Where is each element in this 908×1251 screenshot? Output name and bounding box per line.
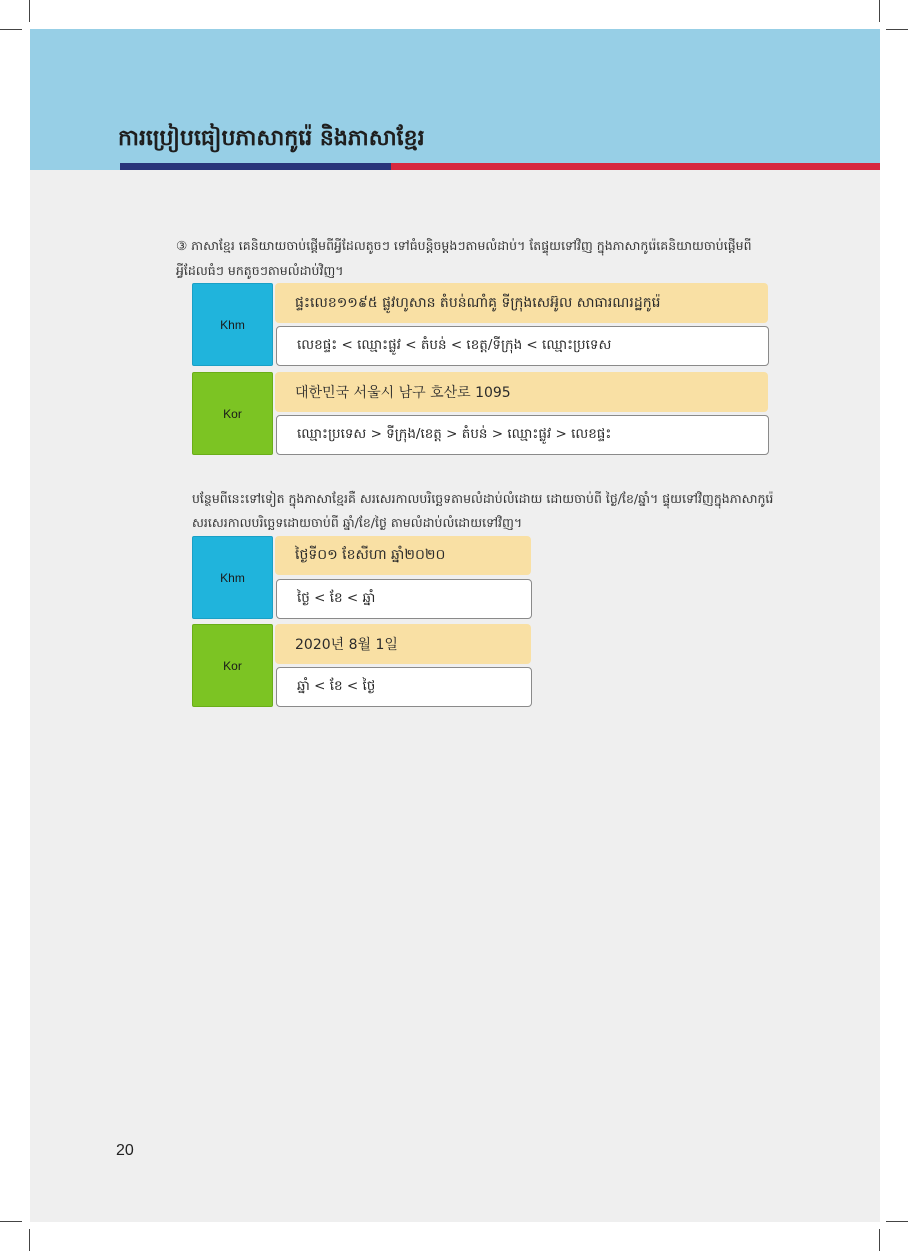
crop-mark	[879, 1229, 880, 1251]
crop-mark	[0, 1221, 22, 1222]
kor-date-order: ឆ្នាំ < ខែ < ថ្ងៃ	[276, 667, 532, 707]
crop-mark	[886, 29, 908, 30]
kor-date-example: 2020년 8월 1일	[275, 624, 531, 664]
khm-date-example: ថ្ងៃទី០១ ខែសីហា ឆ្នាំ២០២០	[275, 536, 531, 575]
crop-mark	[886, 1221, 908, 1222]
page-number: 20	[116, 1142, 134, 1159]
kor-label: Kor	[192, 624, 273, 707]
section2-paragraph-line2: សរសេរកាលបរិច្ឆេទដោយចាប់ពី ឆ្នាំ/ខែ/ថ្ងៃ តាមលំដាប់លំដោយទៅវិញ។	[192, 515, 523, 530]
crop-mark	[879, 0, 880, 22]
kor-address-example: 대한민국 서울시 남구 호산로 1095	[275, 372, 768, 412]
khm-label: Khm	[192, 536, 273, 619]
crop-mark	[0, 29, 22, 30]
crop-mark	[29, 1229, 30, 1251]
khm-address-example: ផ្ទះលេខ១១៩៥ ផ្លូវហូសាន តំបន់ណាំគូ ទីក្រុងសេអ៊ូល សាធារណរដ្ឋកូរ៉េ	[275, 283, 768, 323]
kor-address-order: ឈ្មោះប្រទេស > ទីក្រុង/ខេត្ត > តំបន់ > ឈ្មោះផ្លូវ > លេខផ្ទះ	[276, 415, 769, 455]
section2-paragraph-line1: បន្ថែមពីនេះទៅទៀត ក្នុងភាសាខ្មែរគឺ សរសេរកាលបរិច្ឆេទតាមលំដាប់លំដោយ ដោយចាប់ពី ថ្ងៃ/ខែ/ឆ្នាំ។ ផ្ទុយទៅវិញក្នុងភាសាកូរ៉េ	[192, 491, 774, 506]
khm-address-order: លេខផ្ទះ < ឈ្មោះផ្លូវ < តំបន់ < ខេត្ត/ទីក្រុង < ឈ្មោះប្រទេស	[276, 326, 769, 366]
title-underline-blue	[120, 163, 391, 170]
section1-paragraph-line2: អ្វីដែលធំៗ មកតូចៗតាមលំដាប់វិញ។	[176, 263, 344, 278]
crop-mark	[29, 0, 30, 22]
khm-date-order: ថ្ងៃ < ខែ < ឆ្នាំ	[276, 579, 532, 619]
khm-label: Khm	[192, 283, 273, 366]
page-title: ការប្រៀបធៀបភាសាកូរ៉េ និងភាសាខ្មែរ	[118, 125, 425, 151]
title-underline-red	[391, 163, 880, 170]
section1-paragraph-line1: ③ ភាសាខ្មែរ គេនិយាយចាប់ផ្ដើមពីអ្វីដែលតូចៗ ទៅធំបន្តិចម្ដងៗតាមលំដាប់។ តែផ្ទុយទៅវិញ ក្នុងភាសាកូរ៉េគេនិយាយចាប់ផ្ដើមពី	[176, 238, 752, 253]
kor-label: Kor	[192, 372, 273, 455]
